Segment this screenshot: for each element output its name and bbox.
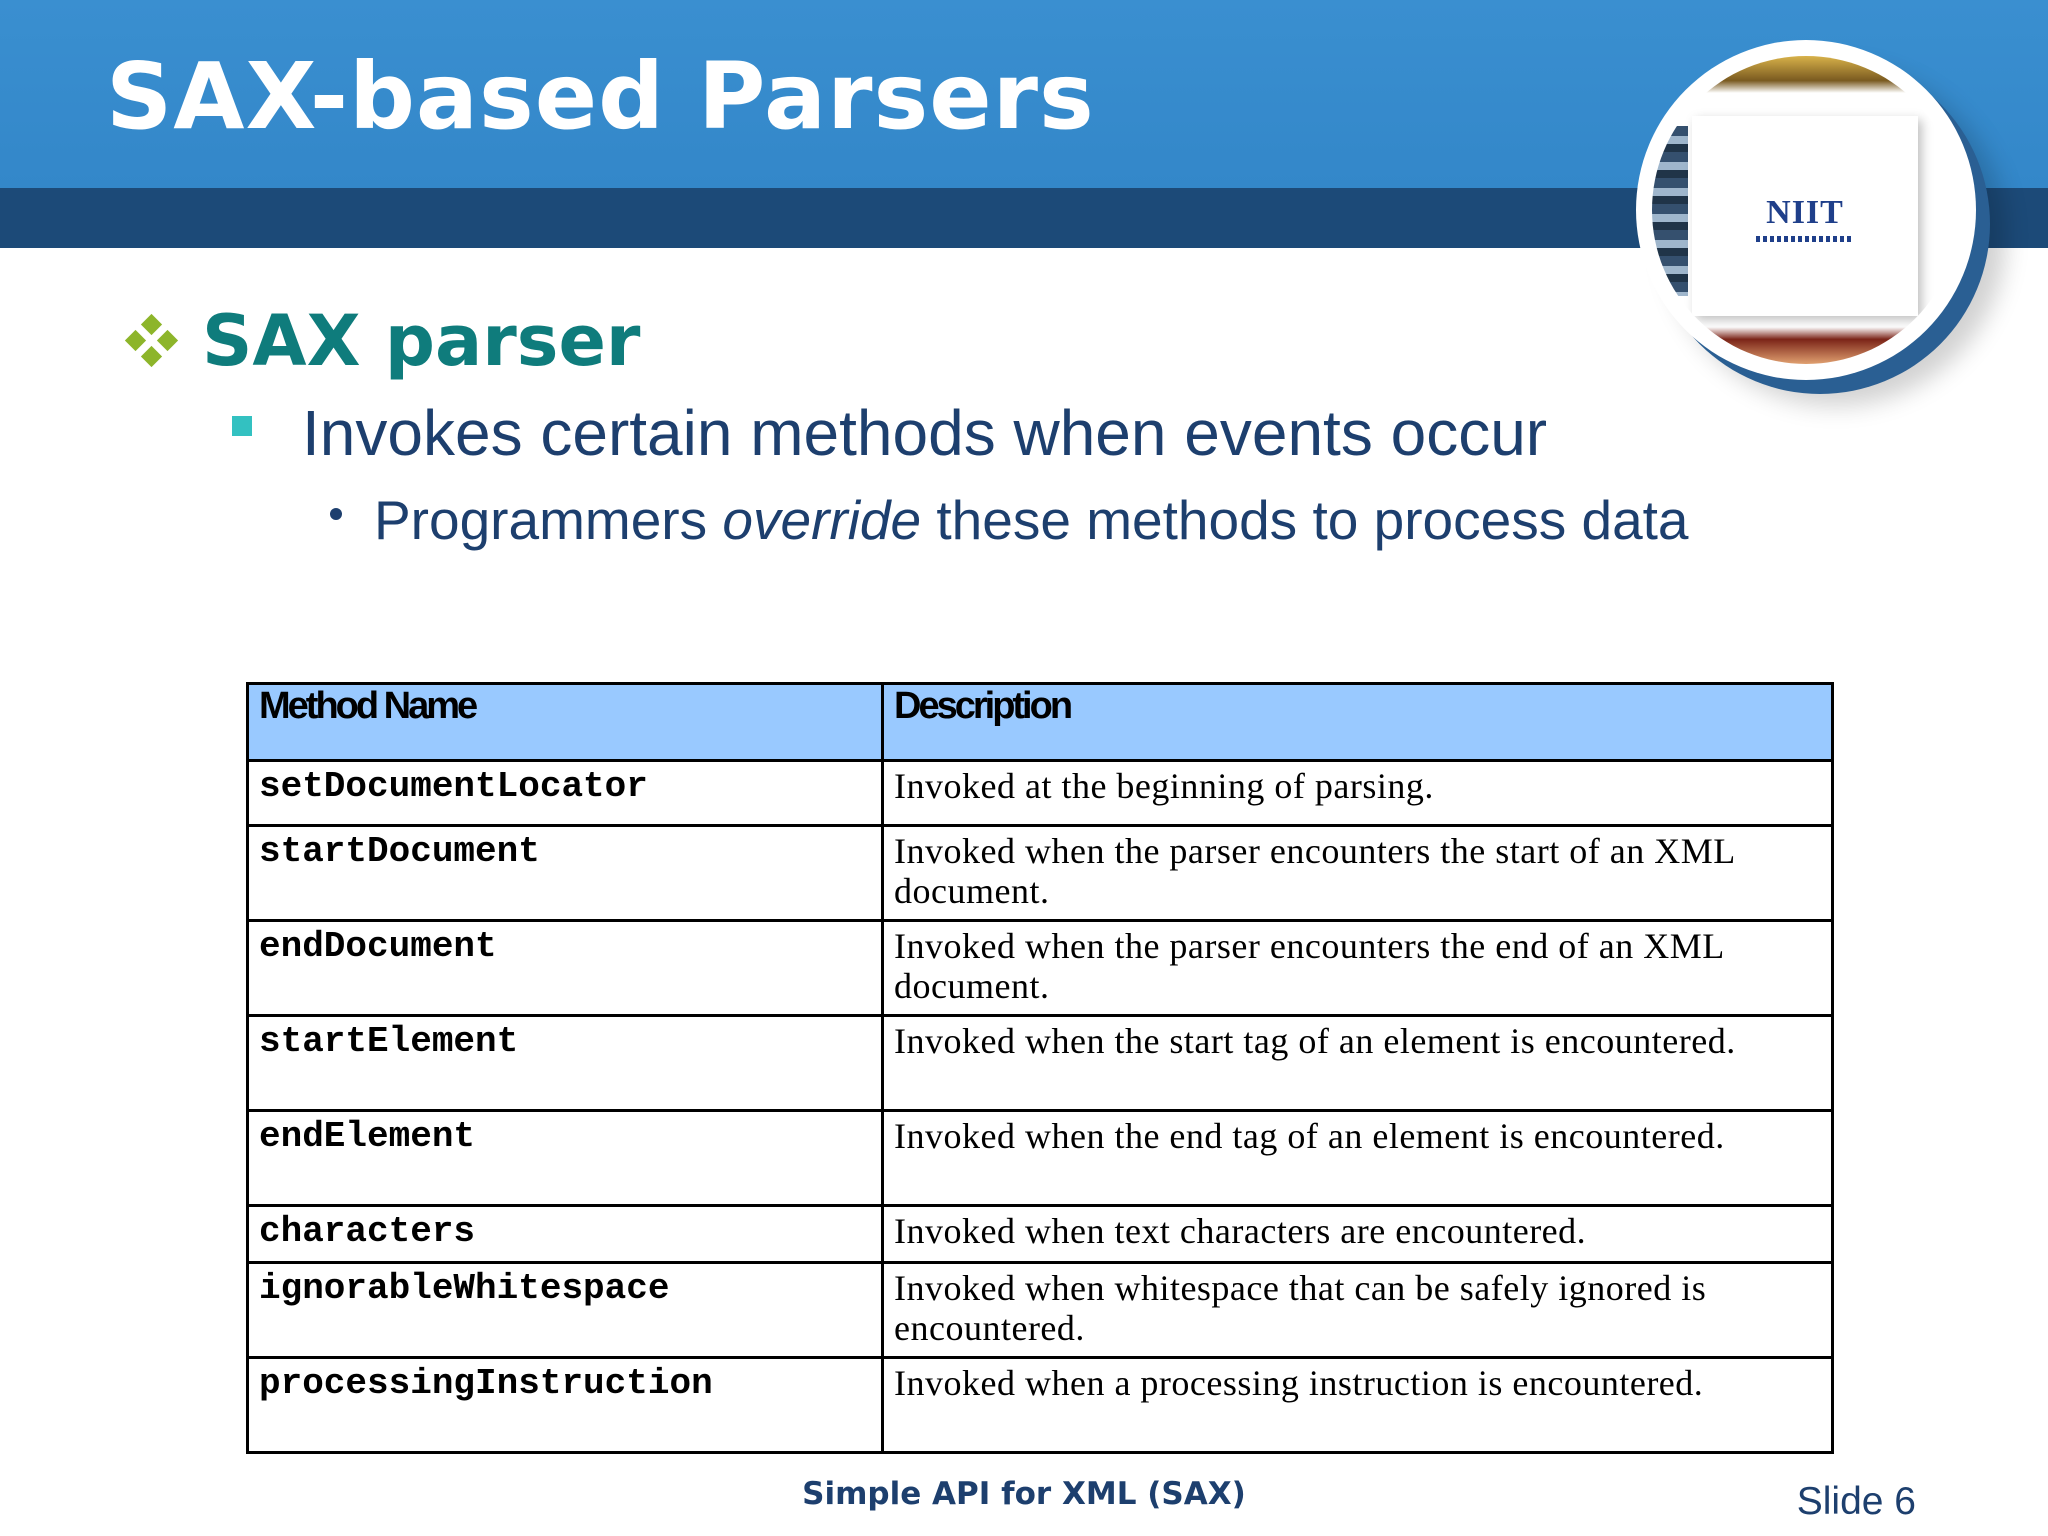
four-diamond-bullet-icon	[126, 315, 178, 367]
bullet-level3	[330, 488, 1689, 552]
square-bullet-icon	[232, 416, 252, 436]
method-name-cell: setDocumentLocator	[248, 761, 883, 826]
column-header-method: Method Name	[248, 684, 883, 761]
bullet-level3-text	[374, 488, 1689, 552]
method-name-cell: startElement	[248, 1016, 883, 1111]
bullet-level2	[232, 396, 1547, 470]
table-row	[248, 826, 1833, 921]
bullet-level3-suffix: these methods to process data	[921, 489, 1689, 551]
description-cell: Invoked when the parser encounters the start of an XML document.	[883, 826, 1833, 921]
table-row	[248, 1111, 1833, 1206]
method-name-cell: processingInstruction	[248, 1358, 883, 1453]
sax-methods-table	[246, 682, 1834, 1454]
niit-logo	[1636, 40, 1976, 380]
logo-photo	[1652, 56, 1960, 364]
table-row	[248, 1263, 1833, 1358]
bullet-level3-emphasis: override	[722, 489, 922, 551]
method-name-cell: endDocument	[248, 921, 883, 1016]
table-row	[248, 1358, 1833, 1453]
method-name-cell: startDocument	[248, 826, 883, 921]
table-row	[248, 1206, 1833, 1263]
table-row	[248, 1016, 1833, 1111]
bullet-level1	[126, 300, 640, 382]
logo-tagline-mark	[1756, 236, 1854, 242]
logo-card	[1692, 116, 1918, 316]
slide-number: Slide 6	[1796, 1480, 1916, 1523]
table-header-row	[248, 684, 1833, 761]
bullet-level2-text: Invokes certain methods when events occur	[302, 397, 1548, 469]
table-row	[248, 921, 1833, 1016]
description-cell: Invoked when the parser encounters the end of an XML document.	[883, 921, 1833, 1016]
logo-photo-edge	[1652, 126, 1688, 296]
description-cell: Invoked when text characters are encountered.	[883, 1206, 1833, 1263]
description-cell: Invoked at the beginning of parsing.	[883, 761, 1833, 826]
method-name-cell: ignorableWhitespace	[248, 1263, 883, 1358]
slide-title: SAX-based Parsers	[106, 43, 1095, 150]
description-cell: Invoked when a processing instruction is encountered.	[883, 1358, 1833, 1453]
method-name-cell: endElement	[248, 1111, 883, 1206]
table-row	[248, 761, 1833, 826]
dot-bullet-icon	[330, 508, 342, 520]
logo-text: NIIT	[1766, 194, 1844, 231]
footer-title: Simple API for XML (SAX)	[802, 1476, 1246, 1512]
column-header-description: Description	[883, 684, 1833, 761]
description-cell: Invoked when the start tag of an element is encountered.	[883, 1016, 1833, 1111]
bullet-level1-text: SAX parser	[202, 300, 641, 382]
bullet-level3-prefix: Programmers	[374, 489, 723, 551]
description-cell: Invoked when the end tag of an element is encountered.	[883, 1111, 1833, 1206]
description-cell: Invoked when whitespace that can be safely ignored is encountered.	[883, 1263, 1833, 1358]
method-name-cell: characters	[248, 1206, 883, 1263]
